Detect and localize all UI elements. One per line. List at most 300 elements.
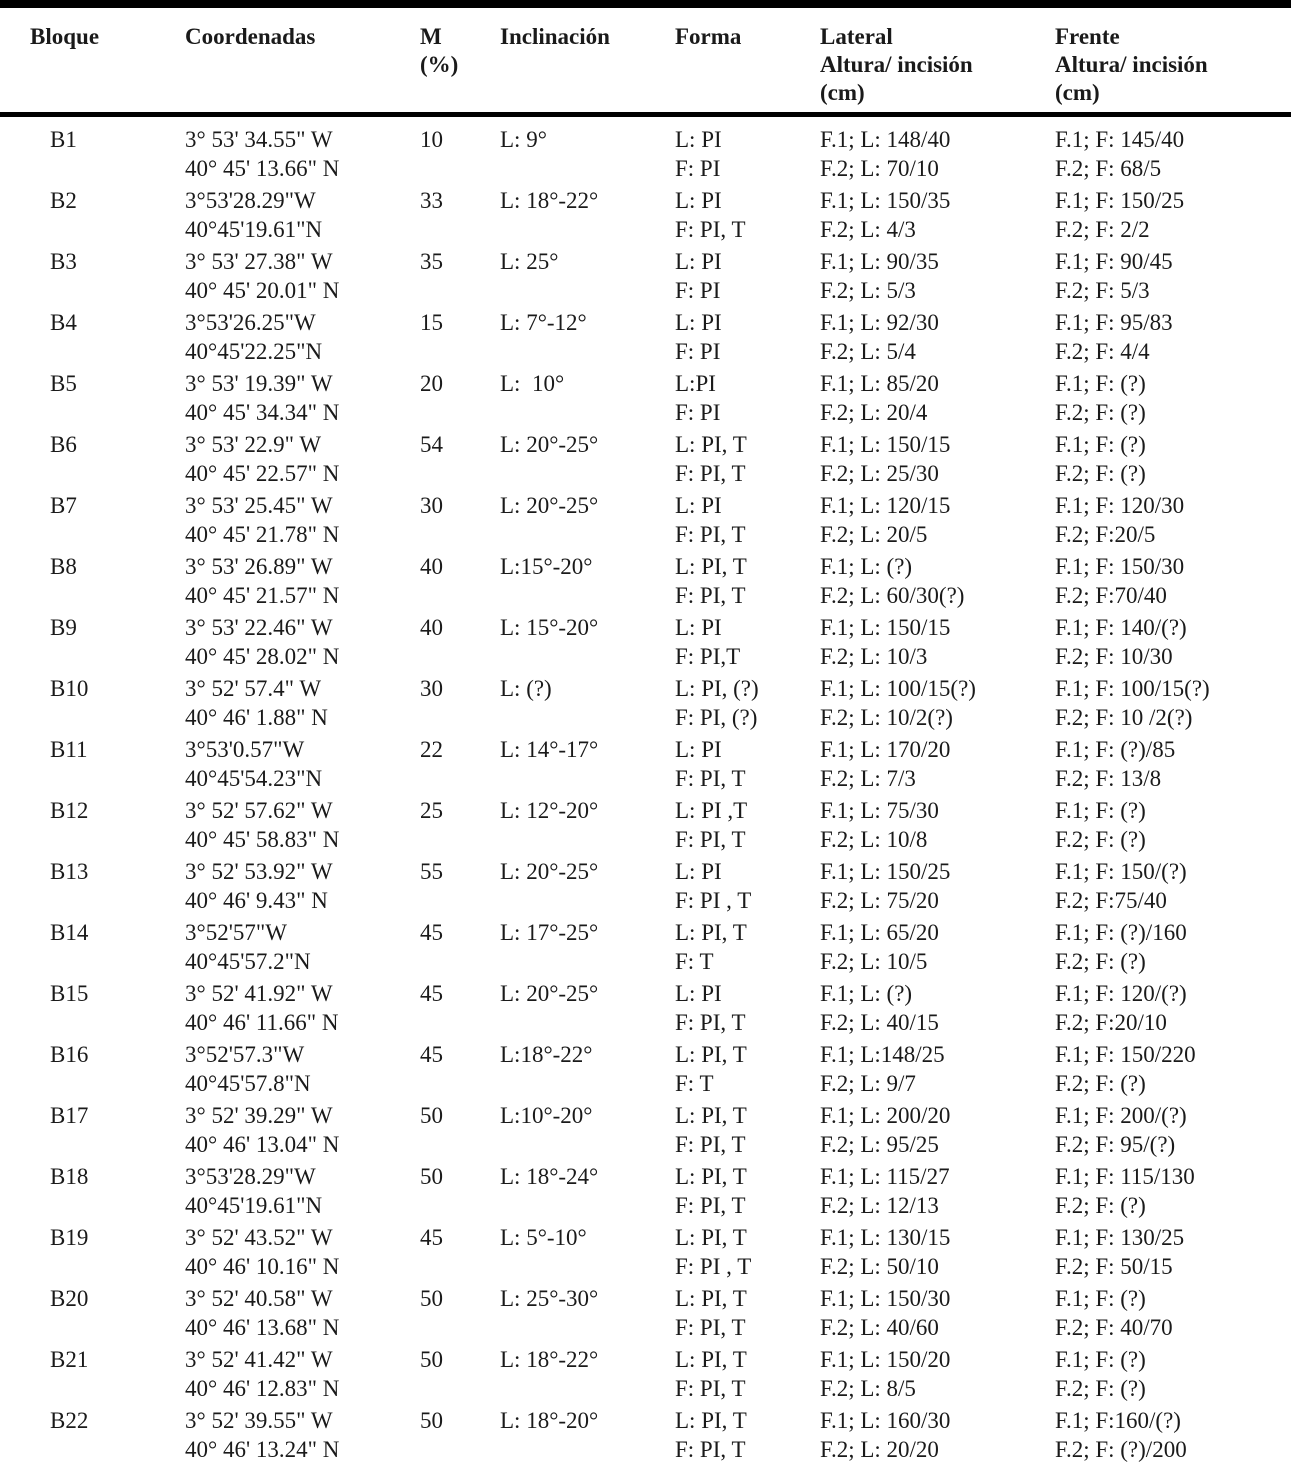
frente-fase1: F.1; F: (?) (1055, 371, 1146, 396)
cell-inclinacion (500, 977, 675, 1038)
forma-lateral: L: PI, T (675, 554, 747, 579)
forma-frente: F: PI, T (675, 827, 746, 852)
header-lateral (820, 8, 1055, 115)
cell-inclinacion (500, 733, 675, 794)
inclinacion-value: L: 7°-12° (500, 310, 587, 335)
inclinacion-value: L: 18°-24° (500, 1164, 599, 1189)
table-row (0, 550, 1291, 611)
forma-frente: F: PI , T (675, 1254, 752, 1279)
frente-fase1: F.1; F: (?)/160 (1055, 920, 1187, 945)
inclinacion-value: L:15°-20° (500, 554, 593, 579)
forma-frente: F: PI, T (675, 1132, 746, 1157)
bloque-id: B2 (50, 188, 77, 213)
bloque-id: B16 (50, 1042, 89, 1067)
cell-m-percent (420, 184, 500, 245)
header-coordenadas-label: Coordenadas (185, 24, 316, 49)
bloque-id: B21 (50, 1347, 89, 1372)
inclinacion-value: L: 14°-17° (500, 737, 599, 762)
cell-forma (675, 184, 820, 245)
forma-frente: F: PI, T (675, 1315, 746, 1340)
lateral-fase2: F.2; L: 50/10 (820, 1254, 939, 1279)
frente-fase2: F.2; F: 2/2 (1055, 217, 1150, 242)
cell-inclinacion (500, 184, 675, 245)
table-row (0, 428, 1291, 489)
cell-bloque (0, 1160, 185, 1221)
header-lateral-sublabel: Altura/ incisión (820, 52, 973, 77)
lateral-fase2: F.2; L: 8/5 (820, 1376, 916, 1401)
coordinate-latitude: 40° 46' 9.43" N (185, 888, 328, 913)
forma-lateral: L: PI, T (675, 1164, 747, 1189)
cell-coordenadas (185, 428, 420, 489)
cell-forma (675, 1282, 820, 1343)
frente-fase2: F.2; F: 68/5 (1055, 156, 1162, 181)
frente-fase2: F.2; F: 4/4 (1055, 339, 1150, 364)
header-lateral-label: Lateral (820, 24, 893, 49)
cell-frente (1055, 916, 1291, 977)
cell-lateral (820, 1221, 1055, 1282)
cell-bloque (0, 306, 185, 367)
header-frente-sublabel: Altura/ incisión (1055, 52, 1208, 77)
inclinacion-value: L: 12°-20° (500, 798, 599, 823)
header-frente (1055, 8, 1291, 115)
lateral-fase1: F.1; L: 150/25 (820, 859, 951, 884)
inclinacion-value: L: 15°-20° (500, 615, 599, 640)
forma-frente: F: T (675, 949, 714, 974)
coordinate-latitude: 40°45'57.2"N (185, 949, 311, 974)
cell-forma (675, 367, 820, 428)
lateral-fase2: F.2; L: 20/5 (820, 522, 928, 547)
frente-fase2: F.2; F: (?) (1055, 949, 1146, 974)
cell-frente (1055, 733, 1291, 794)
frente-fase2: F.2; F: (?) (1055, 827, 1146, 852)
frente-fase2: F.2; F:20/10 (1055, 1010, 1167, 1035)
frente-fase2: F.2; F: 50/15 (1055, 1254, 1173, 1279)
cell-bloque (0, 1221, 185, 1282)
inclinacion-value: L: 25° (500, 249, 559, 274)
table-row (0, 306, 1291, 367)
lateral-fase1: F.1; L: (?) (820, 554, 913, 579)
frente-fase1: F.1; F:160/(?) (1055, 1408, 1181, 1433)
cell-m-percent (420, 428, 500, 489)
frente-fase2: F.2; F: (?) (1055, 1376, 1146, 1401)
cell-m-percent (420, 855, 500, 916)
lateral-fase2: F.2; L: 20/20 (820, 1437, 939, 1462)
table-row (0, 794, 1291, 855)
cell-inclinacion (500, 306, 675, 367)
table-top-rule (0, 0, 1291, 8)
coordinate-latitude: 40° 45' 22.57" N (185, 461, 340, 486)
cell-frente (1055, 1343, 1291, 1404)
lateral-fase1: F.1; L: 85/20 (820, 371, 939, 396)
table-row (0, 184, 1291, 245)
lateral-fase1: F.1; L: 65/20 (820, 920, 939, 945)
cell-frente (1055, 1099, 1291, 1160)
m-percent-value: 22 (420, 737, 443, 762)
m-percent-value: 40 (420, 615, 443, 640)
bloque-id: B4 (50, 310, 77, 335)
coordinate-longitude: 3°53'0.57"W (185, 737, 305, 762)
coordinate-longitude: 3° 53' 22.46" W (185, 615, 333, 640)
frente-fase1: F.1; F: 150/220 (1055, 1042, 1196, 1067)
coordinate-latitude: 40° 46' 12.83" N (185, 1376, 340, 1401)
cell-bloque (0, 367, 185, 428)
coordinate-latitude: 40°45'19.61"N (185, 1193, 323, 1218)
cell-frente (1055, 1160, 1291, 1221)
header-m (420, 8, 500, 115)
lateral-fase2: F.2; L: 25/30 (820, 461, 939, 486)
frente-fase2: F.2; F: 5/3 (1055, 278, 1150, 303)
cell-m-percent (420, 1160, 500, 1221)
inclinacion-value: L: 18°-22° (500, 188, 599, 213)
cell-inclinacion (500, 550, 675, 611)
cell-m-percent (420, 306, 500, 367)
table-row (0, 1343, 1291, 1404)
cell-inclinacion (500, 489, 675, 550)
lateral-fase1: F.1; L: (?) (820, 981, 913, 1006)
table-row (0, 115, 1291, 185)
cell-m-percent (420, 611, 500, 672)
table-row (0, 1221, 1291, 1282)
cell-inclinacion (500, 1099, 675, 1160)
cell-coordenadas (185, 306, 420, 367)
frente-fase2: F.2; F: (?) (1055, 461, 1146, 486)
bloque-id: B11 (50, 737, 88, 762)
cell-bloque (0, 115, 185, 185)
cell-forma (675, 1099, 820, 1160)
cell-bloque (0, 1282, 185, 1343)
cell-frente (1055, 1282, 1291, 1343)
table-header (0, 8, 1291, 115)
cell-forma (675, 794, 820, 855)
frente-fase1: F.1; F: 90/45 (1055, 249, 1173, 274)
inclinacion-value: L: 20°-25° (500, 981, 599, 1006)
lateral-fase1: F.1; L: 150/15 (820, 615, 951, 640)
header-bloque-label: Bloque (30, 24, 100, 49)
lateral-fase1: F.1; L: 150/30 (820, 1286, 951, 1311)
cell-lateral (820, 367, 1055, 428)
cell-forma (675, 115, 820, 185)
forma-frente: F: PI, T (675, 461, 746, 486)
frente-fase2: F.2; F: (?) (1055, 1193, 1146, 1218)
forma-frente: F: PI,T (675, 644, 741, 669)
cell-forma (675, 916, 820, 977)
frente-fase1: F.1; F: 115/130 (1055, 1164, 1195, 1189)
header-m-label: M (420, 24, 442, 49)
frente-fase1: F.1; F: (?) (1055, 1286, 1146, 1311)
forma-lateral: L: PI (675, 127, 722, 152)
m-percent-value: 50 (420, 1408, 443, 1433)
frente-fase1: F.1; F: 120/(?) (1055, 981, 1187, 1006)
cell-bloque (0, 245, 185, 306)
cell-forma (675, 733, 820, 794)
cell-lateral (820, 245, 1055, 306)
frente-fase2: F.2; F: (?) (1055, 1071, 1146, 1096)
cell-lateral (820, 306, 1055, 367)
coordinate-longitude: 3° 52' 40.58" W (185, 1286, 333, 1311)
cell-bloque (0, 489, 185, 550)
frente-fase1: F.1; F: (?) (1055, 432, 1146, 457)
coordinate-latitude: 40° 46' 10.16" N (185, 1254, 340, 1279)
coordinate-latitude: 40° 46' 11.66" N (185, 1010, 339, 1035)
m-percent-value: 50 (420, 1164, 443, 1189)
coordinate-longitude: 3° 52' 43.52" W (185, 1225, 333, 1250)
coordinate-latitude: 40° 46' 13.68" N (185, 1315, 340, 1340)
m-percent-value: 45 (420, 981, 443, 1006)
cell-m-percent (420, 1099, 500, 1160)
cell-frente (1055, 611, 1291, 672)
header-forma (675, 8, 820, 115)
bloque-id: B14 (50, 920, 89, 945)
m-percent-value: 20 (420, 371, 443, 396)
m-percent-value: 45 (420, 1042, 443, 1067)
lateral-fase1: F.1; L: 120/15 (820, 493, 951, 518)
cell-coordenadas (185, 672, 420, 733)
lateral-fase1: F.1; L: 150/15 (820, 432, 951, 457)
frente-fase1: F.1; F: (?)/85 (1055, 737, 1176, 762)
cell-inclinacion (500, 245, 675, 306)
coordinate-longitude: 3° 52' 53.92" W (185, 859, 333, 884)
lateral-fase2: F.2; L: 5/3 (820, 278, 916, 303)
bloque-id: B6 (50, 432, 77, 457)
m-percent-value: 40 (420, 554, 443, 579)
m-percent-value: 54 (420, 432, 443, 457)
cell-frente (1055, 489, 1291, 550)
lateral-fase1: F.1; L: 90/35 (820, 249, 939, 274)
cell-m-percent (420, 245, 500, 306)
coordinate-longitude: 3° 53' 19.39" W (185, 371, 333, 396)
inclinacion-value: L:18°-22° (500, 1042, 593, 1067)
lateral-fase2: F.2; L: 70/10 (820, 156, 939, 181)
lateral-fase1: F.1; L: 115/27 (820, 1164, 950, 1189)
inclinacion-value: L: 5°-10° (500, 1225, 587, 1250)
lateral-fase1: F.1; L: 150/35 (820, 188, 951, 213)
cell-frente (1055, 855, 1291, 916)
frente-fase2: F.2; F: 10/30 (1055, 644, 1173, 669)
m-percent-value: 50 (420, 1286, 443, 1311)
forma-frente: F: PI, T (675, 766, 746, 791)
m-percent-value: 25 (420, 798, 443, 823)
cell-m-percent (420, 1343, 500, 1404)
coordinate-longitude: 3° 53' 26.89" W (185, 554, 333, 579)
cell-coordenadas (185, 1404, 420, 1465)
cell-m-percent (420, 977, 500, 1038)
cell-inclinacion (500, 1404, 675, 1465)
forma-lateral: L: PI, T (675, 920, 747, 945)
frente-fase2: F.2; F: (?) (1055, 400, 1146, 425)
forma-frente: F: PI, T (675, 522, 746, 547)
bloque-id: B9 (50, 615, 77, 640)
cell-forma (675, 489, 820, 550)
m-percent-value: 45 (420, 920, 443, 945)
cell-lateral (820, 1404, 1055, 1465)
m-percent-value: 30 (420, 493, 443, 518)
bloque-id: B15 (50, 981, 89, 1006)
forma-lateral: L: PI, T (675, 432, 747, 457)
table-row (0, 672, 1291, 733)
cell-frente (1055, 184, 1291, 245)
cell-forma (675, 428, 820, 489)
cell-lateral (820, 794, 1055, 855)
cell-bloque (0, 916, 185, 977)
bloque-id: B17 (50, 1103, 89, 1128)
bloque-id: B8 (50, 554, 77, 579)
forma-lateral: L: PI (675, 859, 722, 884)
frente-fase2: F.2; F: 13/8 (1055, 766, 1162, 791)
forma-frente: F: PI, (?) (675, 705, 758, 730)
coordinate-longitude: 3° 52' 41.42" W (185, 1347, 333, 1372)
coordinate-latitude: 40° 45' 28.02" N (185, 644, 340, 669)
coordinate-longitude: 3° 52' 57.62" W (185, 798, 333, 823)
cell-bloque (0, 1343, 185, 1404)
coordinate-latitude: 40° 45' 34.34" N (185, 400, 340, 425)
cell-coordenadas (185, 1343, 420, 1404)
cell-forma (675, 550, 820, 611)
cell-lateral (820, 1282, 1055, 1343)
bloque-id: B10 (50, 676, 89, 701)
coordinate-latitude: 40° 46' 13.24" N (185, 1437, 340, 1462)
header-row (0, 8, 1291, 115)
header-inclinacion (500, 8, 675, 115)
frente-fase1: F.1; F: 150/(?) (1055, 859, 1187, 884)
table-row (0, 1099, 1291, 1160)
coordinate-latitude: 40°45'57.8"N (185, 1071, 311, 1096)
frente-fase1: F.1; F: 120/30 (1055, 493, 1185, 518)
cell-forma (675, 1160, 820, 1221)
m-percent-value: 50 (420, 1347, 443, 1372)
cell-forma (675, 611, 820, 672)
header-frente-unit: (cm) (1055, 80, 1100, 105)
cell-coordenadas (185, 245, 420, 306)
lateral-fase2: F.2; L: 10/2(?) (820, 705, 953, 730)
m-percent-value: 50 (420, 1103, 443, 1128)
cell-coordenadas (185, 550, 420, 611)
frente-fase2: F.2; F:70/40 (1055, 583, 1167, 608)
cell-coordenadas (185, 1282, 420, 1343)
cell-forma (675, 1221, 820, 1282)
header-forma-label: Forma (675, 24, 742, 49)
inclinacion-value: L: 10° (500, 371, 565, 396)
inclinacion-value: L: 18°-20° (500, 1408, 599, 1433)
cell-inclinacion (500, 611, 675, 672)
cell-m-percent (420, 489, 500, 550)
table-row (0, 855, 1291, 916)
cell-coordenadas (185, 1038, 420, 1099)
cell-bloque (0, 855, 185, 916)
m-percent-value: 33 (420, 188, 443, 213)
frente-fase1: F.1; F: 200/(?) (1055, 1103, 1187, 1128)
coordinate-longitude: 3°53'26.25"W (185, 310, 316, 335)
cell-lateral (820, 489, 1055, 550)
forma-lateral: L: PI (675, 249, 722, 274)
coordinate-latitude: 40°45'22.25"N (185, 339, 323, 364)
header-m-unit: (%) (420, 52, 459, 77)
m-percent-value: 30 (420, 676, 443, 701)
cell-inclinacion (500, 1282, 675, 1343)
forma-frente: F: PI (675, 156, 721, 181)
m-percent-value: 10 (420, 127, 443, 152)
forma-frente: F: PI, T (675, 1437, 746, 1462)
forma-frente: F: PI (675, 278, 721, 303)
cell-m-percent (420, 550, 500, 611)
forma-frente: F: PI (675, 400, 721, 425)
cell-lateral (820, 672, 1055, 733)
table-row (0, 489, 1291, 550)
cell-bloque (0, 611, 185, 672)
cell-m-percent (420, 1282, 500, 1343)
coordinate-latitude: 40°45'54.23"N (185, 766, 323, 791)
lateral-fase1: F.1; L: 75/30 (820, 798, 939, 823)
m-percent-value: 45 (420, 1225, 443, 1250)
table-row (0, 611, 1291, 672)
forma-frente: F: PI , T (675, 888, 752, 913)
inclinacion-value: L: 20°-25° (500, 432, 599, 457)
bloque-id: B5 (50, 371, 77, 396)
cell-bloque (0, 184, 185, 245)
frente-fase1: F.1; F: 150/30 (1055, 554, 1185, 579)
cell-coordenadas (185, 489, 420, 550)
forma-frente: F: T (675, 1071, 714, 1096)
inclinacion-value: L: 17°-25° (500, 920, 599, 945)
lateral-fase2: F.2; L: 75/20 (820, 888, 939, 913)
cell-lateral (820, 115, 1055, 185)
forma-frente: F: PI, T (675, 1376, 746, 1401)
coordinate-longitude: 3° 52' 39.55" W (185, 1408, 333, 1433)
cell-coordenadas (185, 367, 420, 428)
cell-coordenadas (185, 1099, 420, 1160)
forma-lateral: L: PI (675, 310, 722, 335)
table-row (0, 1404, 1291, 1465)
lateral-fase2: F.2; L: 10/8 (820, 827, 928, 852)
cell-frente (1055, 306, 1291, 367)
cell-inclinacion (500, 115, 675, 185)
lateral-fase1: F.1; L: 150/20 (820, 1347, 951, 1372)
table-row (0, 245, 1291, 306)
cell-frente (1055, 977, 1291, 1038)
cell-frente (1055, 1038, 1291, 1099)
header-coordenadas (185, 8, 420, 115)
header-inclinacion-label: Inclinación (500, 24, 610, 49)
cell-coordenadas (185, 184, 420, 245)
header-bloque (0, 8, 185, 115)
bloque-id: B3 (50, 249, 77, 274)
cell-frente (1055, 1221, 1291, 1282)
lateral-fase2: F.2; L: 4/3 (820, 217, 916, 242)
cell-m-percent (420, 916, 500, 977)
lateral-fase1: F.1; L: 170/20 (820, 737, 951, 762)
bloque-id: B22 (50, 1408, 89, 1433)
cell-forma (675, 855, 820, 916)
cell-forma (675, 1038, 820, 1099)
inclinacion-value: L: 18°-22° (500, 1347, 599, 1372)
coordinate-longitude: 3° 52' 57.4" W (185, 676, 322, 701)
bloque-id: B20 (50, 1286, 89, 1311)
cell-coordenadas (185, 733, 420, 794)
cell-forma (675, 1343, 820, 1404)
cell-lateral (820, 428, 1055, 489)
cell-frente (1055, 794, 1291, 855)
frente-fase2: F.2; F: 95/(?) (1055, 1132, 1176, 1157)
frente-fase1: F.1; F: 150/25 (1055, 188, 1185, 213)
cell-inclinacion (500, 672, 675, 733)
forma-lateral: L: PI (675, 737, 722, 762)
table-row (0, 1160, 1291, 1221)
cell-m-percent (420, 1221, 500, 1282)
table-row (0, 1282, 1291, 1343)
inclinacion-value: L: (?) (500, 676, 552, 701)
coordinate-latitude: 40° 45' 58.83" N (185, 827, 340, 852)
lateral-fase2: F.2; L: 5/4 (820, 339, 916, 364)
coordinate-longitude: 3° 52' 39.29" W (185, 1103, 333, 1128)
